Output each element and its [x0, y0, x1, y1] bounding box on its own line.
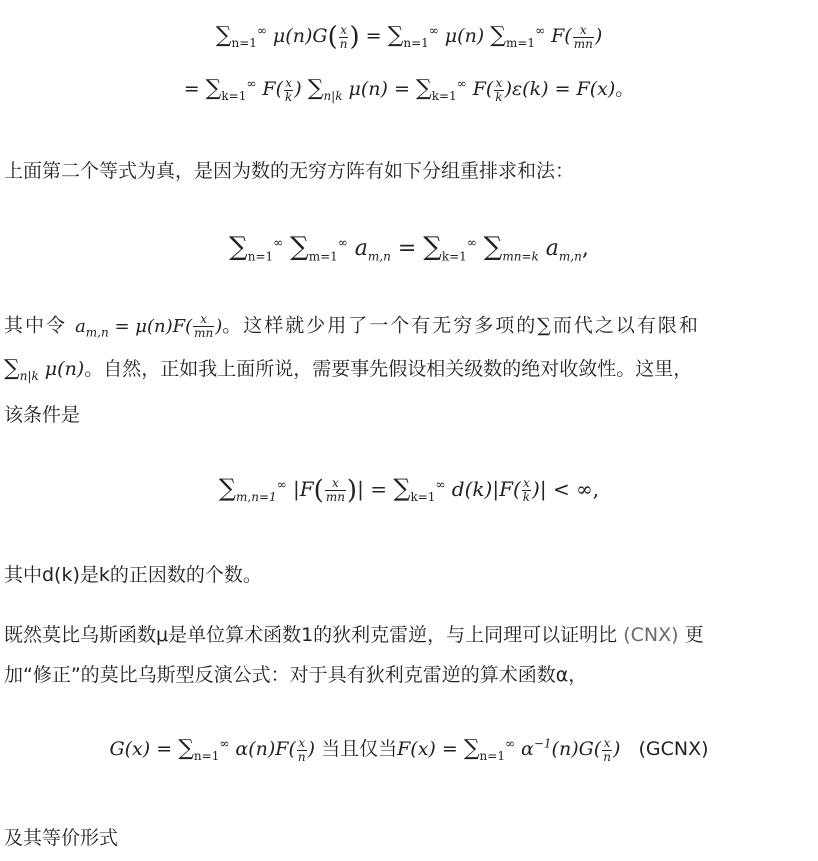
paragraph-explanation-line-2: $\sum_{n|k}$ μ(n)。自然，正如我上面所说，需要事先假设相关级数的绝对收敛性。这里， [4, 356, 693, 383]
paragraph-explanation-line-3: 该条件是 [4, 404, 81, 426]
paragraph-mobius-line-2: 加“修正”的莫比乌斯型反演公式：对于具有狄利克雷逆的算术函数α， [4, 664, 588, 686]
paragraph-explanation-line-1: 其中令 $a_{m,n} = \mu(n)F$( $\frac{x}{mn}$ )。这样就少用了一个有无穷多项的∑而代之以有限和 [4, 312, 700, 340]
equation-double-sum: $\sum_{n=1}^\infty$ $\sum_{m=1}^\infty$ $a_{m,n} = \sum_{k=1}^\infty$ $\sum_{mn=k}$ $a_{m,n}$, [229, 232, 589, 264]
paragraph-rearrangement-intro: 上面第二个等式为真，是因为数的无穷方阵有如下分组重排求和法： [4, 160, 575, 182]
equation-gcnx: $G(x) = \sum_{n=1}^\infty$ α(n)F( $\frac{x}{n}$ ) 当且仅当$F(x) = \sum_{n=1}^\infty$ $\alpha^{-1}(n)G$( $\frac{x}{n}$ ) (GCNX) [109, 735, 709, 764]
equation-line-2: = $\sum_{k=1}^\infty$ F( $\frac{x}{k}$ ) $\sum_{n|k}$ $\mu(n) = \sum_{k=1}^\infty$ F( $\frac{x}{k}$ )ε(k) = F(x)。 [183, 75, 635, 104]
equation-line-1: $\sum_{n=1}^\infty$ μ(n)G( $\frac{x}{n}$ ) = $\sum_{n=1}^\infty$ μ(n) $\sum_{m=1}^\infty$ F( $\frac{x}{mn}$ ) [215, 22, 603, 52]
cnx-reference-link[interactable]: (CNX) [623, 624, 679, 646]
equation-tag: (GCNX) [638, 738, 709, 760]
paragraph-divisor-count: 其中d(k)是k的正因数的个数。 [4, 564, 262, 586]
paragraph-mobius-line-1: 既然莫比乌斯函数μ是单位算术函数1的狄利克雷逆，与上同理可以证明比 (CNX) 更 [4, 624, 704, 646]
equation-absolute-convergence: $\sum_{m,n=1}^\infty$ |F( $\frac{x}{mn}$ )| = $\sum_{k=1}^\infty$ d(k)|F( $\frac{x}{k}$ )| < ∞, [218, 474, 600, 506]
paragraph-equivalent-form: 及其等价形式 [4, 827, 119, 849]
